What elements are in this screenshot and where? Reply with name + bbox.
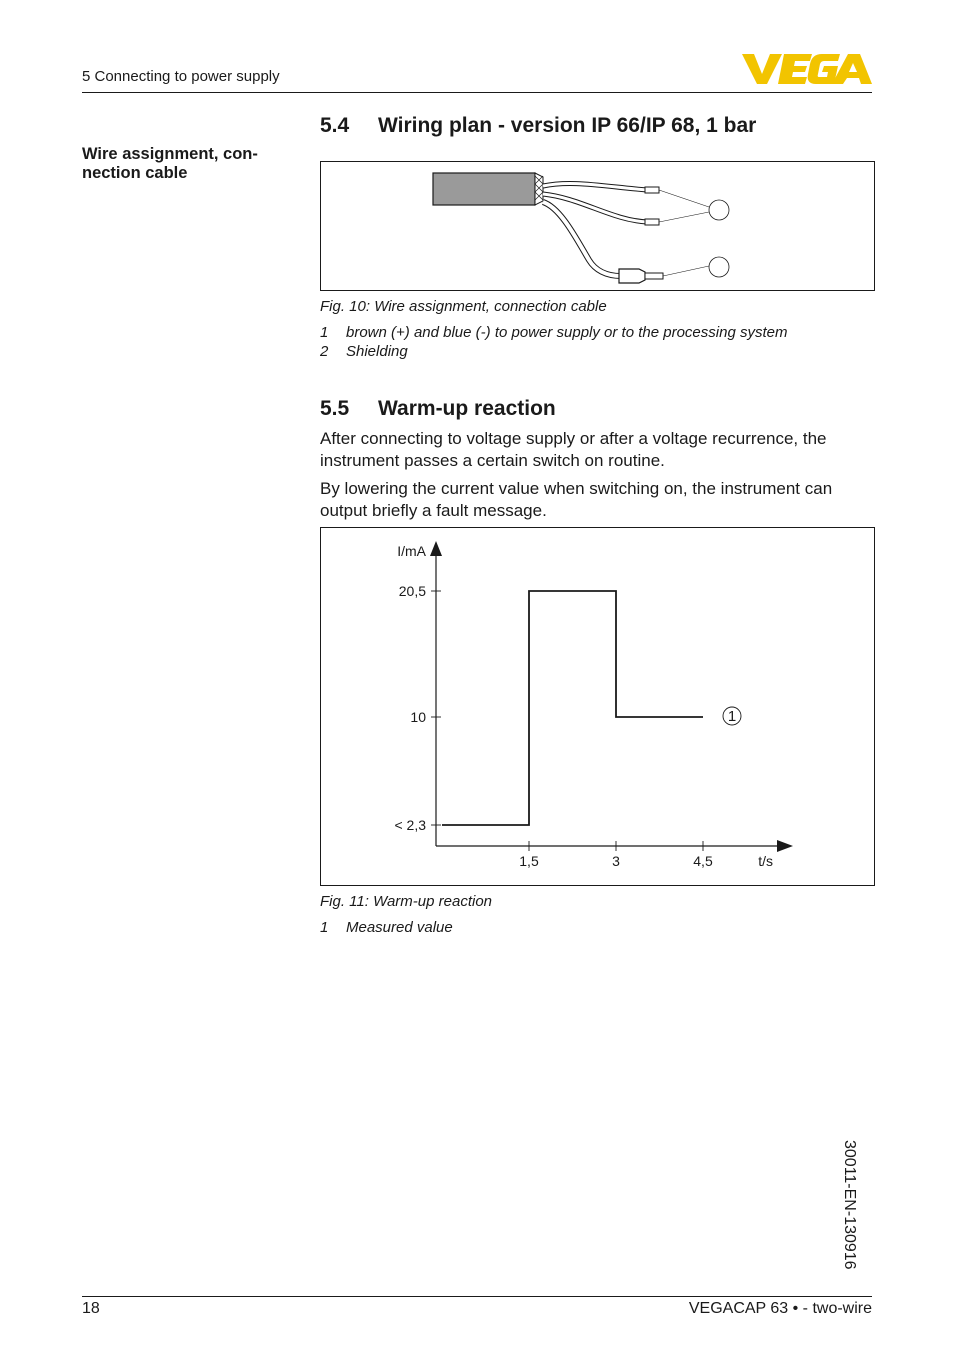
footer-product: VEGACAP 63 • - two-wire <box>688 1300 872 1317</box>
section-heading-5-4 <box>320 114 756 138</box>
vega-logo <box>740 52 874 91</box>
y-tick-label: < 2,3 <box>394 817 426 833</box>
legend-number: 1 <box>320 324 329 341</box>
warmup-chart-figure <box>320 527 875 886</box>
section-heading-5-5 <box>320 397 556 421</box>
page-number: 18 <box>82 1300 100 1317</box>
section-title: Wiring plan - version IP 66/IP 68, 1 bar <box>378 114 757 137</box>
legend-item <box>320 919 453 936</box>
legend-item <box>320 324 787 341</box>
section-title: Warm-up reaction <box>378 397 556 420</box>
header-rule <box>82 92 872 93</box>
wiring-figure <box>320 161 875 291</box>
sidebar-label <box>82 145 282 183</box>
y-axis-label: I/mA <box>397 543 426 559</box>
y-tick-label: 20,5 <box>398 583 426 599</box>
section-number: 5.4 <box>320 114 350 137</box>
section-number: 5.5 <box>320 397 350 420</box>
figure-caption: Fig. 11: Warm-up reaction <box>320 893 493 910</box>
y-axis-arrow <box>430 541 442 556</box>
warmup-chart <box>321 528 874 885</box>
measured-value-line <box>442 591 703 825</box>
footer-rule <box>82 1296 872 1297</box>
legend-text: brown (+) and blue (-) to power supply or to the processing system <box>346 324 788 341</box>
callout-number: 1 <box>727 708 737 725</box>
legend-number: 2 <box>320 343 329 360</box>
document-id: 30011-EN-130916 <box>841 1140 858 1270</box>
x-axis-arrow <box>777 840 793 852</box>
legend-text: Measured value <box>346 919 453 936</box>
y-tick-label: 10 <box>410 709 426 725</box>
legend-text: Shielding <box>346 343 408 360</box>
x-tick-label: 1,5 <box>519 853 539 869</box>
x-axis-label: t/s <box>758 853 773 869</box>
legend-item <box>320 343 408 360</box>
sidebar-label-line: nection cable <box>82 164 188 182</box>
x-tick-label: 3 <box>612 853 620 869</box>
running-header: 5 Connecting to power supply <box>82 68 280 85</box>
callout-2 <box>709 257 729 277</box>
cable-jacket <box>433 173 535 205</box>
sidebar-label-line: Wire assignment, con- <box>82 145 258 163</box>
paragraph: After connecting to voltage supply or after a voltage recurrence, the instrument passes a certain switch on routine. <box>320 429 827 470</box>
paragraph: By lowering the current value when switching on, the instrument can output briefly a fault message. <box>320 479 833 520</box>
figure-caption: Fig. 10: Wire assignment, connection cable <box>320 298 607 315</box>
wiring-diagram <box>321 162 874 290</box>
x-tick-label: 4,5 <box>693 853 713 869</box>
legend-number: 1 <box>320 919 329 936</box>
callout-1 <box>709 200 729 220</box>
